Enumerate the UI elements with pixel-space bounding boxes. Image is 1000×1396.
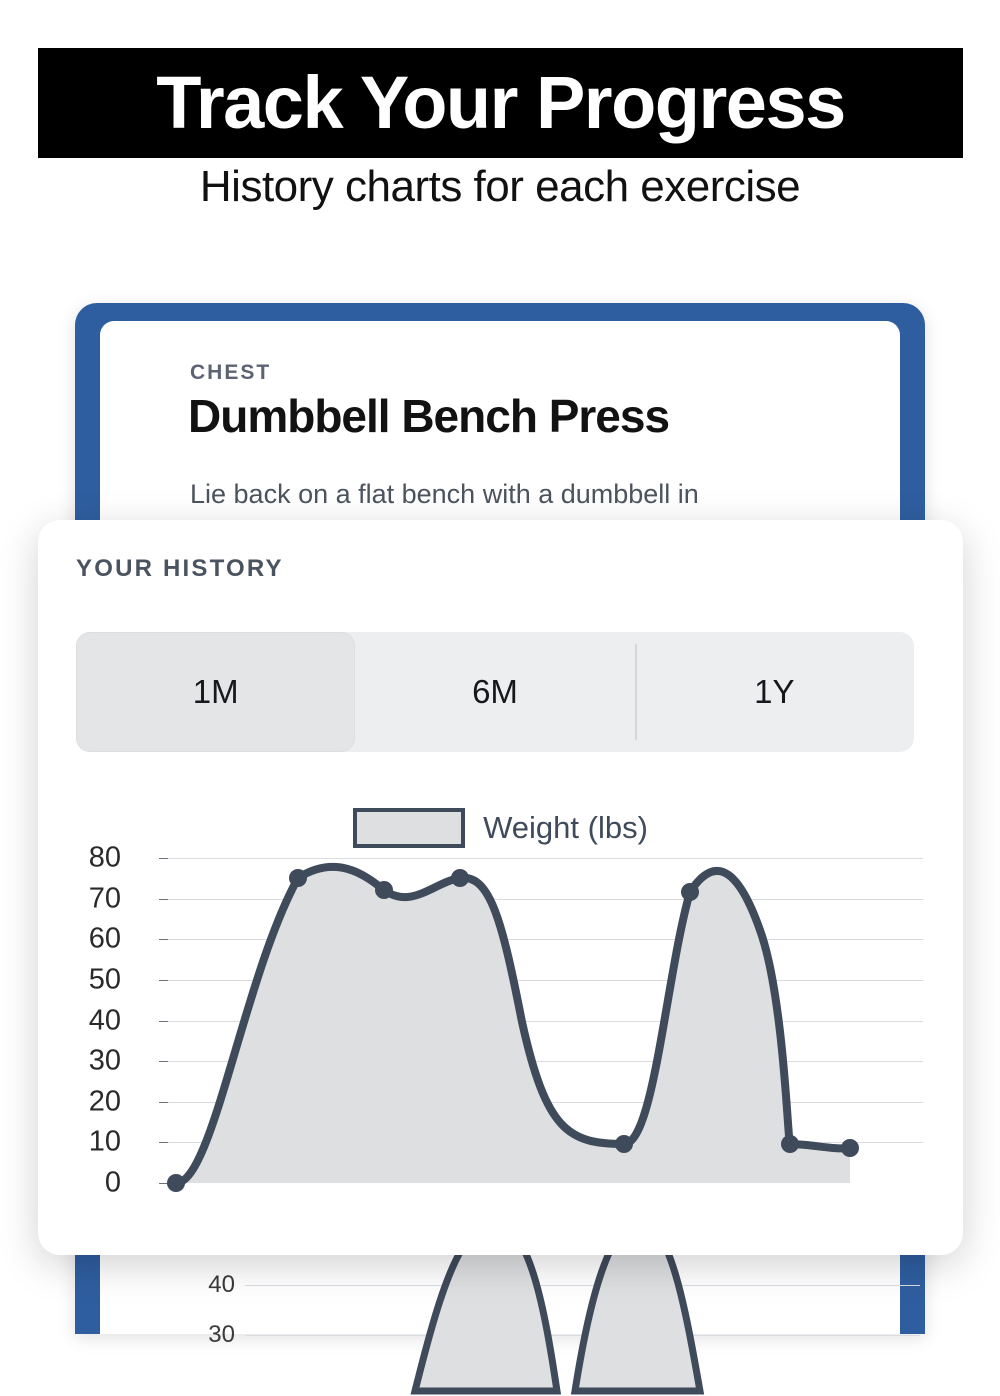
chart-ytick-40: 40	[88, 1004, 121, 1036]
range-segmented-control[interactable]	[76, 632, 914, 752]
range-option-1y-label: 1Y	[754, 673, 795, 710]
exercise-description: Lie back on a flat bench with a dumbbell in	[190, 479, 699, 509]
chart-tickmark	[159, 1102, 168, 1103]
chart-tickmark	[159, 1183, 168, 1184]
background-ytick-label: 30	[208, 1321, 235, 1348]
background-history-chart	[160, 1251, 920, 1391]
chart-ytick-80: 80	[88, 841, 121, 874]
chart-ytick-10: 10	[88, 1125, 121, 1158]
headline-text: Track Your Progress	[156, 61, 845, 144]
chart-tickmark	[159, 1142, 168, 1143]
history-card	[38, 520, 963, 1255]
exercise-category-label: CHEST	[190, 361, 272, 384]
range-option-1m-label: 1M	[192, 673, 239, 710]
exercise-title: Dumbbell Bench Press	[188, 390, 670, 442]
range-option-6m[interactable]	[355, 632, 634, 752]
chart-plot-area	[88, 841, 923, 1199]
background-chart-area	[245, 1251, 920, 1391]
headline-banner	[38, 48, 963, 158]
background-ytick-label: 40	[208, 1271, 235, 1298]
chart-tickmark	[159, 1061, 168, 1062]
chart-ytick-30: 30	[88, 1044, 121, 1077]
chart-tickmark	[159, 939, 168, 940]
chart-ytick-0: 0	[104, 1166, 121, 1199]
chart-data-point	[681, 883, 699, 901]
chart-series-svg	[168, 858, 923, 1198]
chart-data-point	[841, 1139, 859, 1157]
range-option-1y[interactable]	[635, 632, 914, 752]
chart-data-point	[451, 869, 469, 887]
chart-data-point	[167, 1174, 185, 1192]
chart-tickmark	[159, 899, 168, 900]
chart-tickmark	[159, 858, 168, 859]
weight-history-chart	[38, 841, 963, 1220]
chart-data-point	[375, 881, 393, 899]
chart-ytick-20: 20	[88, 1085, 121, 1118]
chart-data-point	[615, 1135, 633, 1153]
chart-data-point	[289, 869, 307, 887]
legend-label-weight: Weight (lbs)	[483, 810, 648, 845]
range-option-6m-label: 6M	[472, 673, 518, 710]
subheadline-text: History charts for each exercise	[199, 162, 801, 211]
chart-ytick-70: 70	[88, 882, 121, 915]
chart-ytick-60: 60	[88, 922, 121, 955]
background-chart-svg	[245, 1251, 920, 1391]
chart-tickmark	[159, 980, 168, 981]
range-option-1m[interactable]	[76, 632, 355, 752]
chart-legend	[38, 808, 963, 848]
chart-ytick-50: 50	[88, 963, 121, 996]
chart-data-point	[781, 1135, 799, 1153]
legend-swatch-weight	[353, 808, 465, 848]
segment-divider	[635, 644, 637, 740]
chart-tickmark	[159, 1021, 168, 1022]
history-section-label: YOUR HISTORY	[76, 555, 284, 582]
